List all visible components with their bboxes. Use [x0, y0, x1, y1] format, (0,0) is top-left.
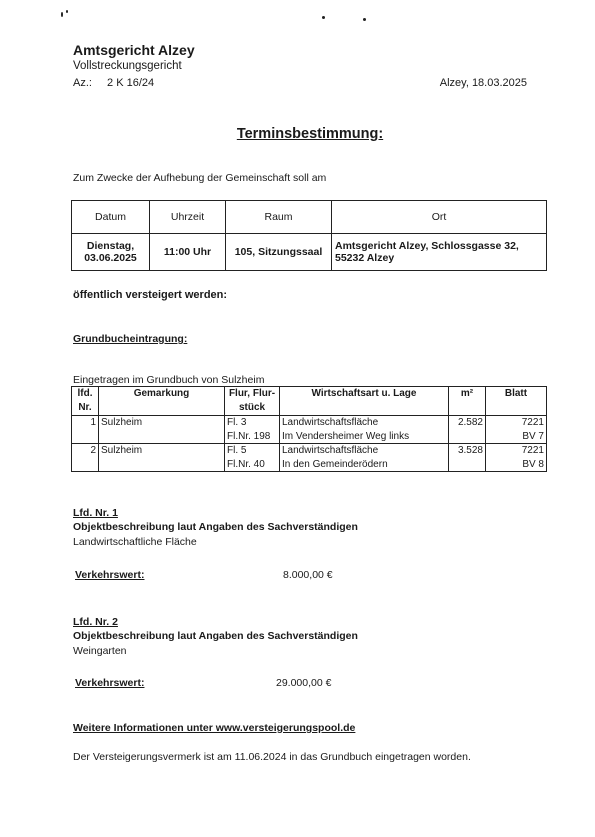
scan-speck: [61, 12, 63, 17]
parcel-gemarkung: Sulzheim: [99, 416, 225, 444]
location-line2: 55232 Alzey: [335, 252, 395, 264]
register-intro: Eingetragen im Grundbuch von Sulzheim: [73, 374, 265, 386]
header-use: Wirtschaftsart u. Lage: [280, 387, 449, 416]
parcel-sheet-nr: 7221: [521, 417, 544, 428]
parcel-bv: BV 8: [522, 458, 544, 470]
appointment-room: 105, Sitzungssaal: [226, 234, 332, 271]
object-2-description: Weingarten: [73, 645, 127, 657]
header-uhrzeit: Uhrzeit: [150, 201, 226, 234]
scan-speck: [322, 16, 325, 19]
appointment-date-value: 03.06.2025: [84, 252, 137, 264]
parcel-flurstueck: Fl.Nr. 198: [227, 430, 271, 442]
parcel-flurstueck: Fl.Nr. 40: [227, 458, 265, 470]
object-1-description: Landwirtschaftliche Fläche: [73, 536, 197, 548]
header-raum: Raum: [226, 201, 332, 234]
case-reference: [73, 77, 154, 89]
parcel-area: 2.582: [449, 416, 486, 444]
parcel-nr: 1: [72, 416, 99, 444]
appointment-weekday: Dienstag,: [86, 240, 135, 252]
object-2-value: 29.000,00 €: [276, 677, 332, 689]
header-nr-line2: Nr.: [78, 401, 92, 413]
parcel-flur-value: Fl. 5: [227, 445, 247, 456]
court-name: Amtsgericht Alzey: [73, 42, 195, 58]
header-sheet: Blatt: [486, 387, 547, 416]
parcels-header-row: [72, 387, 547, 416]
case-reference-label: Az.:: [73, 77, 92, 89]
appointment-header-row: [72, 201, 547, 234]
header-ort: Ort: [332, 201, 547, 234]
scan-speck: [66, 10, 68, 13]
intro-text: Zum Zwecke der Aufhebung der Gemeinschaft soll am: [73, 172, 327, 184]
parcel-sheet-nr: 7221: [521, 445, 544, 456]
parcel-bv: BV 7: [522, 430, 544, 442]
case-reference-value: 2 K 16/24: [107, 77, 155, 89]
object-2-number: Lfd. Nr. 2: [73, 616, 118, 628]
parcel-use: [280, 416, 449, 444]
header-flur-line1: Flur, Flur-: [228, 388, 276, 399]
parcel-use-type: Landwirtschaftsfläche: [282, 445, 379, 456]
document-title: Terminsbestimmung:: [236, 126, 384, 142]
location-line1: Amtsgericht Alzey, Schlossgasse 32,: [335, 240, 519, 252]
appointment-location: [332, 234, 547, 271]
parcel-location: Im Vendersheimer Weg links: [282, 430, 410, 442]
parcel-use: [280, 444, 449, 472]
parcel-nr: 2: [72, 444, 99, 472]
header-nr: [72, 387, 99, 416]
land-register-heading: Grundbucheintragung:: [73, 333, 188, 345]
auction-text: öffentlich versteigert werden:: [73, 289, 228, 301]
object-1-description-heading: Objektbeschreibung laut Angaben des Sachverständigen: [73, 521, 358, 533]
object-1-number: Lfd. Nr. 1: [73, 507, 118, 519]
appointment-time: 11:00 Uhr: [150, 234, 226, 271]
table-row: [72, 416, 547, 444]
parcels-table: [71, 386, 547, 472]
header-flur-line2: stück: [238, 401, 266, 413]
object-1-value-label: Verkehrswert:: [75, 569, 145, 581]
header-gemarkung: Gemarkung: [99, 387, 225, 416]
parcel-location: In den Gemeinderödern: [282, 458, 388, 470]
parcel-flur: [225, 416, 280, 444]
more-info-link[interactable]: Weitere Informationen unter www.versteigerungspool.de: [73, 722, 356, 734]
header-flur: [225, 387, 280, 416]
parcel-flur: [225, 444, 280, 472]
parcel-use-type: Landwirtschaftsfläche: [282, 417, 379, 428]
place-date: Alzey, 18.03.2025: [439, 77, 527, 89]
appointment-value-row: [72, 234, 547, 271]
scan-speck: [363, 18, 366, 21]
parcel-gemarkung: Sulzheim: [99, 444, 225, 472]
parcel-sheet: [486, 416, 547, 444]
closing-note: Der Versteigerungsvermerk ist am 11.06.2024 in das Grundbuch eingetragen worden.: [73, 751, 471, 763]
object-2-description-heading: Objektbeschreibung laut Angaben des Sachverständigen: [73, 630, 358, 642]
table-row: [72, 444, 547, 472]
parcel-flur-value: Fl. 3: [227, 417, 247, 428]
appointment-date: [72, 234, 150, 271]
header-nr-line1: lfd.: [77, 388, 93, 399]
parcel-area: 3.528: [449, 444, 486, 472]
object-2-value-label: Verkehrswert:: [75, 677, 145, 689]
header-datum: Datum: [72, 201, 150, 234]
appointment-table: [71, 200, 547, 271]
parcel-sheet: [486, 444, 547, 472]
court-division: Vollstreckungsgericht: [73, 60, 182, 72]
object-1-value: 8.000,00 €: [283, 569, 333, 581]
header-area: m²: [449, 387, 486, 416]
